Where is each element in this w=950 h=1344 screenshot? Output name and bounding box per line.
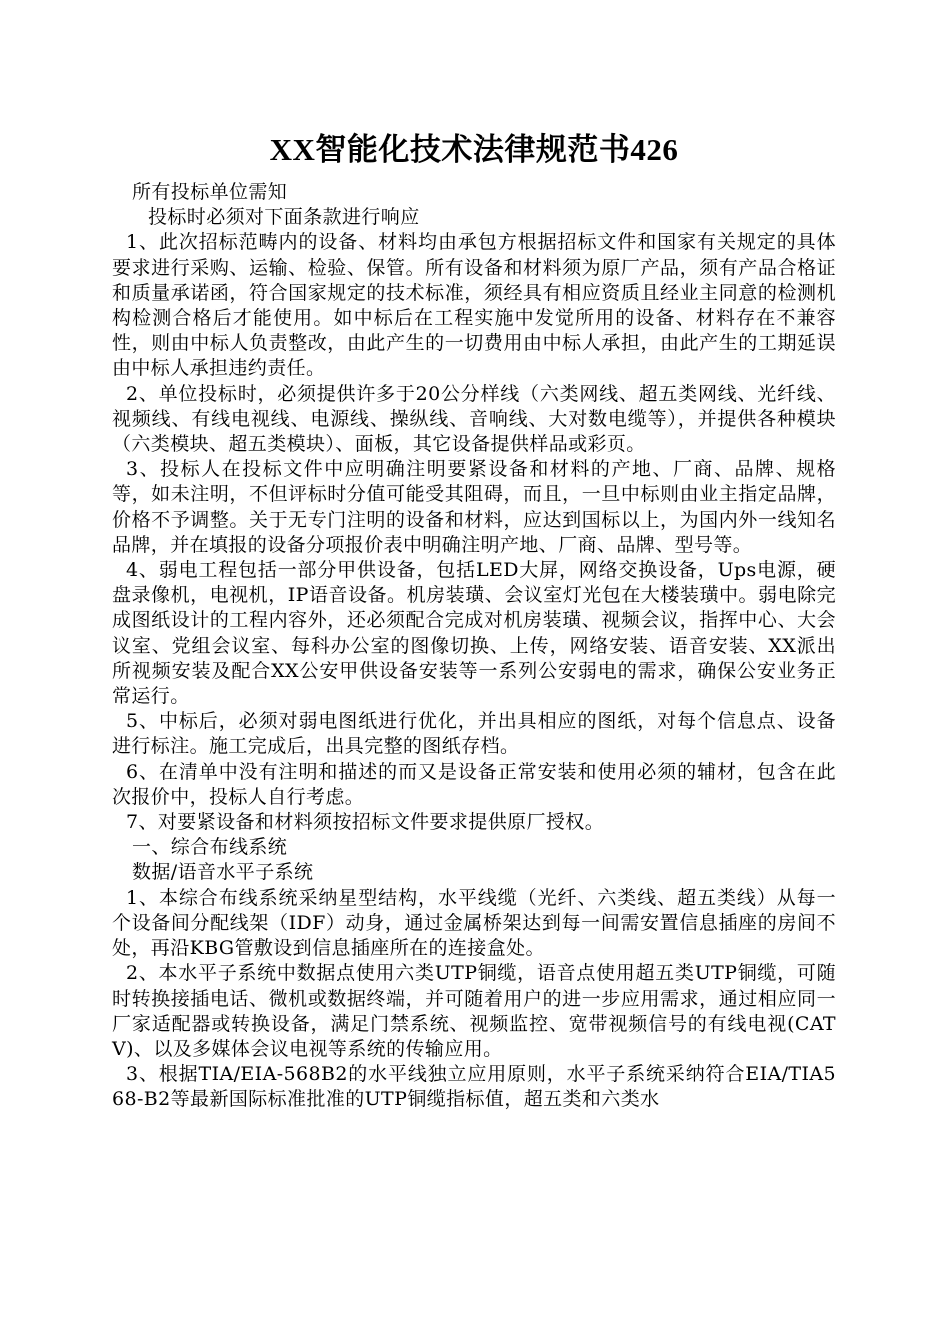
document-title: XX智能化技术法律规范书426 — [269, 132, 679, 167]
item-paragraph: 1、本综合布线系统采纳星型结构，水平线缆（光纤、六类线、超五类线）从每一个设备间分配线架（IDF）动身，通过金属桥架达到每一间需安置信息插座的房间不处，再沿KBG管敷设到信息插座所在的连接盒处。 — [112, 886, 836, 960]
clause-paragraph: 3、投标人在投标文件中应明确注明要紧设备和材料的产地、厂商、品牌、规格等，如未注明，不但评标时分值可能受其阻碍，而且，一旦中标则由业主指定品牌，价格不予调整。关于无专门注明的设备和材料，应达到国标以上，为国内外一线知名品牌，并在填报的设备分项报价表中明确注明产地、厂商、品牌、型号等。 — [112, 458, 836, 556]
clause-paragraph: 6、在清单中没有注明和描述的而又是设备正常安装和使用必须的辅材，包含在此次报价中，投标人自行考虑。 — [112, 760, 836, 808]
document-page — [112, 128, 836, 1113]
clause-paragraph: 5、中标后，必须对弱电图纸进行优化，并出具相应的图纸，对每个信息点、设备进行标注。施工完成后，出具完整的图纸存档。 — [112, 710, 836, 758]
clause-paragraph: 1、此次招标范畴内的设备、材料均由承包方根据招标文件和国家有关规定的具体要求进行采购、运输、检验、保管。所有设备和材料须为原厂产品，须有产品合格证和质量承诺函，符合国家规定的技术标准，须经具有相应资质且经业主同意的检测机构检测合格后才能使用。如中标后在工程实施中发觉所用的设备、材料存在不兼容性，则由中标人负责整改，由此产生的一切费用由中标人承担，由此产生的工期延误由中标人承担违约责任。 — [112, 231, 836, 380]
item-paragraph: 2、本水平子系统中数据点使用六类UTP铜缆，语音点使用超五类UTP铜缆，可随时转换接插电话、微机或数据终端，并可随着用户的进一步应用需求，通过相应同一厂家适配器或转换设备，满足门禁系统、视频监控、宽带视频信号的有线电视(CATV)、以及多媒体会议电视等系统的传输应用。 — [112, 962, 836, 1060]
clause-paragraph: 4、弱电工程包括一部分甲供设备，包括LED大屏，网络交换设备，Ups电源，硬盘录像机，电视机，IP语音设备。机房装璜、会议室灯光包在大楼装璜中。弱电除完成图纸设计的工程内容外，还必须配合完成对机房装璜、视频会议，指挥中心、大会议室、党组会议室、每科办公室的图像切换、上传，网络安装、语音安装、XX派出所视频安装及配合XX公安甲供设备安装等一系列公安弱电的需求，确保公安业务正常运行。 — [112, 559, 836, 708]
subsection-heading: 数据/语音水平子系统 — [132, 861, 314, 884]
section-heading: 一、综合布线系统 — [132, 836, 288, 859]
intro-line: 所有投标单位需知 — [132, 181, 288, 203]
item-paragraph: 3、根据TIA/EIA-568B2的水平线独立应用原则，水平子系统采纳符合EIA/TIA568-B2等最新国际标准批准的UTP铜缆指标值，超五类和六类水 — [112, 1063, 836, 1111]
intro-line: 投标时必须对下面条款进行响应 — [148, 206, 420, 229]
clause-paragraph: 7、对要紧设备和材料须按招标文件要求提供原厂授权。 — [126, 811, 605, 834]
clause-paragraph: 2、单位投标时，必须提供许多于20公分样线（六类网线、超五类网线、光纤线、视频线、有线电视线、电源线、操纵线、音响线、大对数电缆等），并提供各种模块（六类模块、超五类模块）、面板，其它设备提供样品或彩页。 — [112, 382, 836, 456]
